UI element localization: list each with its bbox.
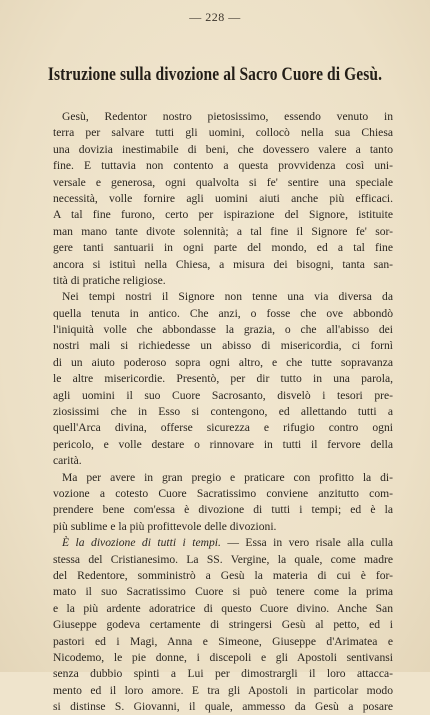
text-line: Giuseppe godeva certamente di stringersi Gesù al petto, ed i bbox=[53, 618, 393, 632]
text-line: Ma per avere in gran pregio e praticare con profitto la di- bbox=[62, 470, 393, 484]
paragraph-2 bbox=[53, 289, 393, 469]
text-line: si distinse S. Giovanni, il quale, ammesso da Gesù a posare bbox=[53, 700, 393, 714]
text-line: vozione a cotesto Cuore Sacratissimo conviene anzitutto com- bbox=[53, 486, 393, 500]
text-line: le altre misericordie. Presentò, per dir tutto in una parola, bbox=[53, 372, 393, 386]
paragraph-3 bbox=[53, 470, 393, 536]
paragraph-1 bbox=[53, 109, 393, 289]
text-line: ancora si istituì nella Chiesa, a misura dei bisogni, tanta san- bbox=[53, 257, 393, 271]
text-line-rest: — Essa in vero risale alla culla bbox=[220, 536, 393, 550]
paragraph-4 bbox=[53, 535, 393, 715]
text-line: carità. bbox=[53, 454, 82, 468]
text-line: Nei tempi nostri il Signore non tenne una via diversa da bbox=[62, 290, 393, 304]
section-title: Istruzione sulla divozione al Sacro Cuore di Gesù. bbox=[47, 63, 383, 85]
text-line: pastori ed i Magi, Anna e Simeone, Giuseppe d'Arimatea e bbox=[53, 634, 393, 648]
text-line: e la più ardente adoratrice di questo Cuore divino. Anche San bbox=[53, 601, 393, 615]
text-line: di un aiuto poderoso sopra ogni altro, e che tutte sopravanza bbox=[53, 355, 393, 369]
text-line: necessità, volle fornire agli uomini aiuti anche più efficaci. bbox=[53, 191, 393, 205]
text-line: prendere bene com'essa è divozione di tutti i tempi; ed è la bbox=[53, 503, 393, 517]
text-line: mento ed il loro amore. E tra gli Apostoli in particolar modo bbox=[53, 683, 393, 697]
text-line: quella tenuta in antico. Che anzi, o fosse che ove abbondò bbox=[53, 306, 393, 320]
text-line: gere tanti santuarii in ogni parte del mondo, ed a tal fine bbox=[53, 241, 393, 255]
page-number: — 228 — bbox=[189, 10, 241, 24]
text-line: Gesù, Redentor nostro pietosissimo, essendo venuto in bbox=[62, 110, 393, 123]
text-line: stessa del Cristianesimo. La SS. Vergine, la quale, come madre bbox=[53, 552, 393, 566]
text-line: senza dubbio spinti a Lui per dimostrargli il loro attacca- bbox=[53, 667, 393, 681]
text-line: ziosissimi che in Esso si contengono, ed allettando tutti a bbox=[53, 405, 393, 419]
text-line bbox=[53, 535, 393, 551]
text-line: del Redentore, somministrò a Gesù la materia di cui è for- bbox=[53, 568, 393, 582]
text-line: Nicodemo, le pie donne, i discepoli e gli Apostoli sentivansi bbox=[53, 650, 393, 664]
text-line: A tal fine furono, certo per ispirazione del Signore, istituite bbox=[53, 208, 393, 222]
text-line: una dovizia inestimabile di beni, che dovessero valere a tanto bbox=[53, 142, 393, 156]
text-line: nostri mali si richiedesse un abisso di misericordia, ci fornì bbox=[53, 339, 393, 353]
text-line: mato il suo Sacratissimo Cuore si può tenere come la prima bbox=[53, 585, 393, 599]
text-line: pericolo, e volle destare o rinnovare in tutti il fervore della bbox=[53, 437, 393, 451]
text-line: terra per salvare tutti gli uomini, collocò nella sua Chiesa bbox=[53, 126, 393, 140]
text-line: fine. E tuttavia non contento a questa provvidenza così uni- bbox=[53, 159, 393, 173]
text-line: più sublime e la più profittevole delle divozioni. bbox=[53, 519, 277, 533]
text-line: man mano tante divote solennità; a tal fine il Signore fe' sor- bbox=[53, 224, 393, 238]
text-line: l'iniquità volle che abbondasse la grazia, o che all'abisso dei bbox=[53, 323, 393, 337]
text-line: quell'Arca divina, offerse sicurezza e rifugio contro ogni bbox=[53, 421, 393, 435]
italic-lead: È la divozione di tutti i tempi. bbox=[62, 536, 221, 550]
text-line: versale e generosa, ogni qualvolta si fe' sentire una speciale bbox=[53, 175, 393, 189]
text-line: agli uomini il suo Cuore Sacrosanto, disvelò i tesori pre- bbox=[53, 388, 393, 402]
text-line: tità di pratiche religiose. bbox=[53, 273, 166, 287]
body-text bbox=[53, 109, 393, 715]
